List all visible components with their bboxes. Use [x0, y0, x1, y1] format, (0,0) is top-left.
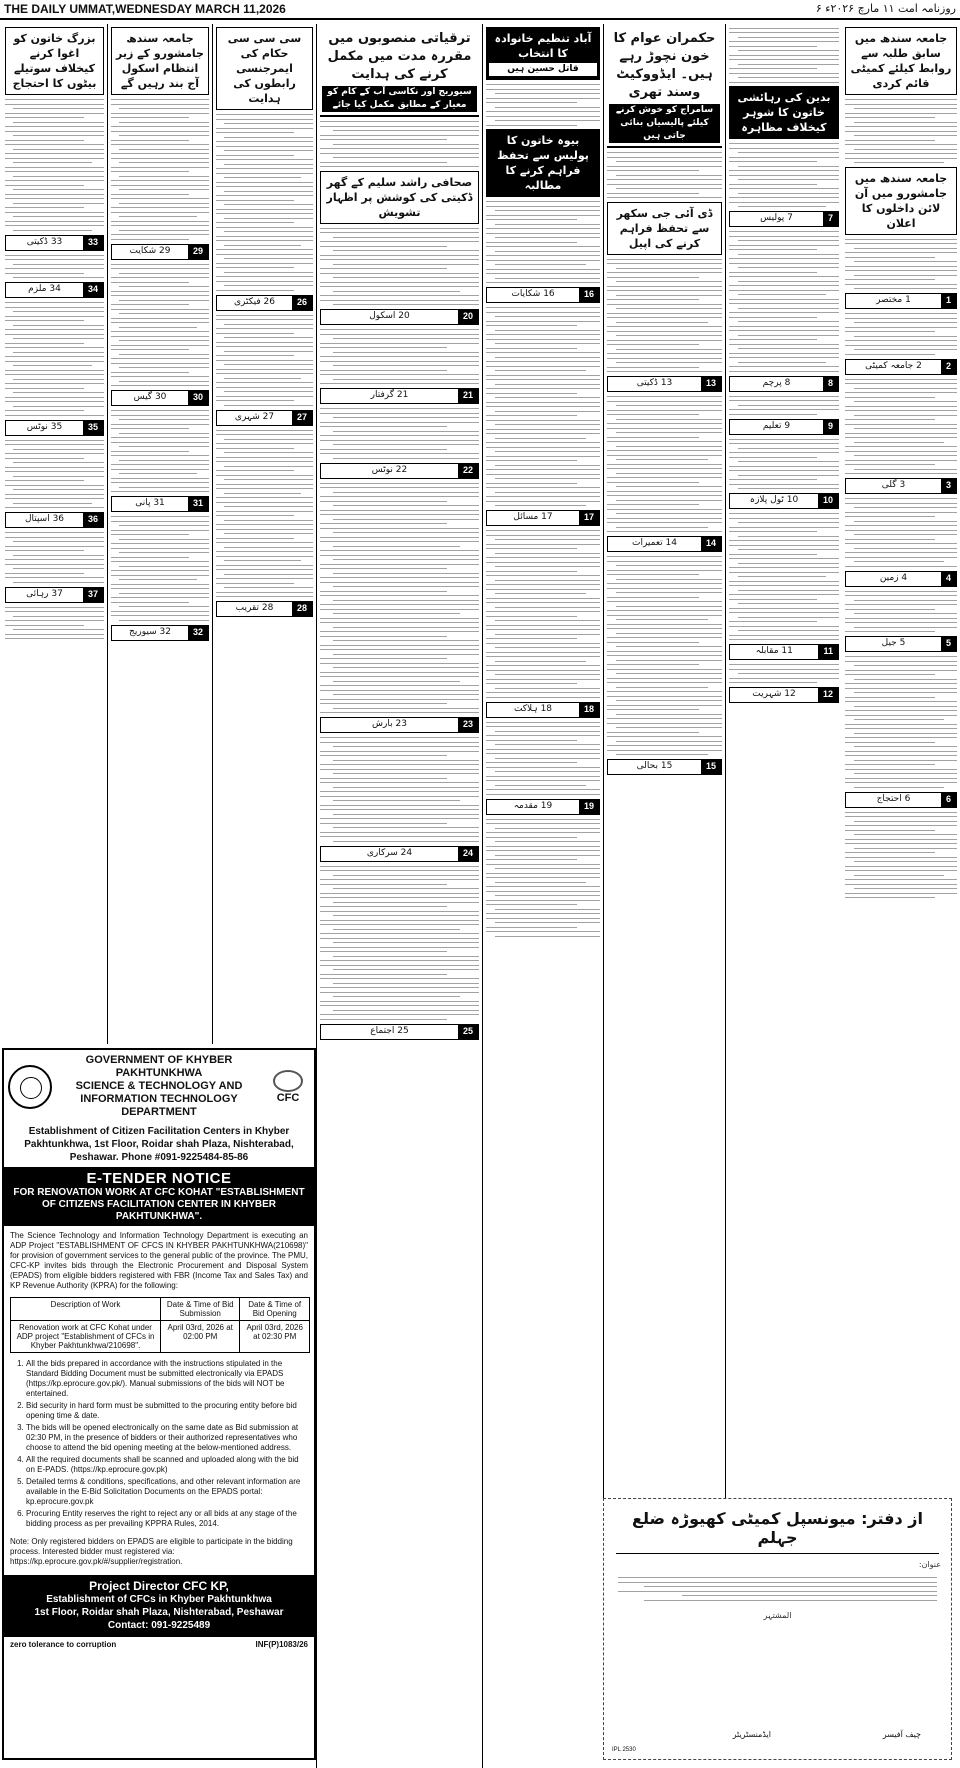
story-tag: 34 34 ملزم — [5, 282, 104, 298]
story-tag: 33 33 ڈکیتی — [5, 235, 104, 251]
masthead-urdu-date: روزنامہ امت ۱۱ مارچ ۲۰۲۶ء ۶ — [815, 2, 956, 15]
article-text — [729, 143, 839, 207]
news-column-1 — [842, 24, 960, 1498]
article-text — [729, 664, 839, 683]
article-text — [5, 532, 104, 583]
article-text — [216, 315, 313, 406]
signatory-right: ایڈمنسٹریٹر — [732, 1730, 771, 1739]
article-text — [729, 231, 839, 372]
article-text — [5, 99, 104, 231]
government-seal-icon — [8, 1065, 52, 1109]
article-text — [5, 255, 104, 279]
news-column-5 — [316, 24, 482, 1768]
tender-subtitle: FOR RENOVATION WORK AT CFC KOHAT "ESTABLISHMENT OF CITIZENS FACILITATION CENTER IN KHYBER PAKHTUNKHWA". — [13, 1187, 305, 1222]
ad-code: IPL 2530 — [612, 1747, 636, 1753]
story-tag: 30 30 گیس — [111, 390, 209, 406]
article-text — [729, 396, 839, 415]
article-text — [320, 866, 479, 1020]
table-header: Date & Time of Bid Opening — [240, 1298, 310, 1321]
article-text — [5, 607, 104, 640]
table-header: Description of Work — [11, 1298, 161, 1321]
article-text — [729, 28, 839, 83]
signatory-left: چیف آفیسر — [882, 1730, 921, 1739]
news-column-6 — [212, 24, 316, 1044]
news-column-8 — [2, 24, 107, 1044]
municipal-ad-title: از دفتر: میونسپل کمیٹی کھیوڑہ ضلع جہلم — [616, 1503, 939, 1554]
article-text — [216, 430, 313, 598]
headline: بزرگ خاتون کو اغوا کرنے کیخلاف سوتیلے بیٹوں کا احتجاج — [5, 27, 104, 95]
story-tag: 23 23 بارش — [320, 717, 479, 733]
story-tag: 15 15 بحالی — [607, 759, 722, 775]
article-text — [5, 302, 104, 416]
story-tag: 11 11 مقابلہ — [729, 644, 839, 660]
story-tag: 24 24 سرکاری — [320, 846, 479, 862]
cfc-logo-icon — [273, 1070, 303, 1092]
story-tag: 31 31 پانی — [111, 496, 209, 512]
article-text — [486, 530, 600, 698]
article-text — [845, 498, 957, 567]
article-text — [607, 556, 722, 755]
masthead-title: THE DAILY UMMAT,WEDNESDAY MARCH 11,2026 — [4, 2, 286, 16]
article-text — [607, 259, 722, 373]
story-tag: 25 25 اجتماع — [320, 1024, 479, 1040]
tender-conditions — [4, 1357, 314, 1533]
municipal-ad-text — [618, 1577, 937, 1601]
government-title: GOVERNMENT OF KHYBER PAKHTUNKHWA SCIENCE & TECHNOLOGY AND INFORMATION TECHNOLOGY DEPARTMENT — [75, 1054, 243, 1118]
article-text — [111, 516, 209, 621]
footer-slogan: zero tolerance to corruption — [10, 1640, 117, 1649]
story-tag: 4 4 زمین — [845, 571, 957, 587]
condition-item: 1. All the bids prepared in accordance with the instructions stipulated in the Standard Bidding Document must be submitted electronically via EPADS (https://kp.eprocure.gov.pk/). Manual submissions of the bids will NOT be entertained. — [26, 1359, 308, 1399]
condition-item: 4. All the required documents shall be scanned and uploaded along with the bid on E-PADS. (https://kp.eprocure.gov.pk) — [26, 1455, 308, 1475]
article-text — [320, 737, 479, 842]
news-column-2 — [725, 24, 842, 1498]
story-tag: 17 17 مسائل — [486, 510, 600, 526]
article-text — [845, 812, 957, 899]
cfc-logo: CFC — [266, 1070, 310, 1104]
headline: سی سی سی حکام کی ایمرجنسی رابطوں کی ہدایت — [216, 27, 313, 110]
article-text — [486, 201, 600, 283]
article-text — [845, 239, 957, 290]
article-text — [111, 410, 209, 492]
story-tag: 26 26 فیکٹری — [216, 295, 313, 311]
story-tag: 16 16 شکایات — [486, 287, 600, 303]
article-text — [320, 228, 479, 306]
article-text — [320, 121, 479, 167]
tender-banner — [4, 1167, 314, 1226]
article-text — [5, 440, 104, 509]
article-text — [845, 591, 957, 633]
article-text — [845, 379, 957, 475]
article-text — [320, 408, 479, 459]
story-tag: 5 5 جیل — [845, 636, 957, 652]
ad-footer — [4, 1636, 314, 1652]
story-tag: 3 3 گلی — [845, 478, 957, 494]
story-tag: 2 2 جامعہ کمیٹی — [845, 359, 957, 375]
story-tag: 27 27 شہری — [216, 410, 313, 426]
article-text — [845, 313, 957, 355]
table-cell: Renovation work at CFC Kohat under ADP project "Establishment of CFCs in Khyber Pakhtunkhwa/210698". — [11, 1321, 161, 1353]
article-text — [607, 396, 722, 532]
story-tag: 8 8 پرچم — [729, 376, 839, 392]
story-tag: 36 36 اسپتال — [5, 512, 104, 528]
municipal-advertisement — [603, 1498, 952, 1760]
news-column-4 — [482, 24, 603, 1768]
article-text — [607, 152, 722, 198]
story-tag: 29 29 شکایت — [111, 244, 209, 260]
story-tag: 13 13 ڈکیتی — [607, 376, 722, 392]
headline: صحافی راشد سلیم کے گھر ڈکیتی کی کوشش پر اظہار تشویش — [320, 171, 479, 224]
article-text — [845, 99, 957, 163]
story-tag: 37 37 رہائی — [5, 587, 104, 603]
tender-intro: The Science Technology and Information Technology Department is executing an ADP Project "ESTABLISHMENT OF CFCS IN KHYBER PAKHTUNKHWA(210698)" for provision of government services to the general public of the province. The PMU, CFC-KP invites bids through the Electronic Procurement and Disposal System (EPADS) from eligible bidders registered with FBR (Income Tax and Sales Tax) and KP Revenue Authority (KPRA) for the following: — [10, 1231, 308, 1290]
headline: آباد تنظیم خانوادہ کا انتخاب قاتل حسین ہیں — [486, 27, 600, 80]
article-text — [216, 114, 313, 291]
story-tag: 18 18 ہلاکت — [486, 702, 600, 718]
story-tag: 21 21 گرفتار — [320, 388, 479, 404]
condition-item: 3. The bids will be opened electronically on the same date as Bid submission at 02:30 PM, in the presence of bidders or their authorized representatives who choose to attend the bid opening meeting at the below-mentioned address. — [26, 1423, 308, 1453]
headline: ترقیاتی منصوبوں میں مقررہ مدت میں مکمل کرنے کی ہدایت سیوریج اور نکاسی آب کے کام کو معیار کے مطابق مکمل کیا جائے — [320, 27, 479, 117]
article-text — [320, 329, 479, 384]
news-column-3 — [603, 24, 725, 1498]
table-cell: April 03rd, 2026 at 02:00 PM — [161, 1321, 240, 1353]
story-tag: 32 32 سیوریج — [111, 625, 209, 641]
headline: جامعہ سندھ جامشورو کے زیر انتظام اسکول آج بند رہیں گے — [111, 27, 209, 95]
condition-item: 5. Detailed terms & conditions, specifications, and other relevant information are available in the E-Bid Solicitation Documents on the EPADS portal: kp.eprocure.gov.pk — [26, 1477, 308, 1507]
story-tag: 6 6 احتجاج — [845, 792, 957, 808]
story-tag: 14 14 تعمیرات — [607, 536, 722, 552]
article-text — [486, 307, 600, 506]
headline: بدین کی رہائشی خاتون کا شوہر کیخلاف مظاہرہ — [729, 86, 839, 139]
tender-advertisement — [2, 1048, 316, 1760]
article-text — [111, 264, 209, 387]
article-text — [320, 483, 479, 714]
story-tag: 10 10 ٹول پلازہ — [729, 493, 839, 509]
headline: جامعہ سندھ میں سابق طلبہ سے روابط کیلئے کمیٹی قائم کردی — [845, 27, 957, 95]
ad-header — [4, 1050, 314, 1123]
article-text — [729, 513, 839, 640]
article-text — [111, 99, 209, 150]
story-tag: 19 19 مقدمہ — [486, 799, 600, 815]
advertiser-label: المشتہر — [763, 1610, 792, 1620]
footer-code: INF(P)1083/26 — [255, 1640, 308, 1649]
story-tag: 12 12 شہریت — [729, 687, 839, 703]
municipal-ad-label: عنوان: — [918, 1560, 941, 1569]
story-tag: 1 1 مختصر — [845, 293, 957, 309]
story-tag: 22 22 نوٹس — [320, 463, 479, 479]
tender-title: E-TENDER NOTICE — [86, 1170, 232, 1187]
headline: جامعہ سندھ میں جامشورو میں آن لائن داخلوں کا اعلان — [845, 167, 957, 235]
article-text — [486, 819, 600, 937]
story-tag: 35 35 نوٹس — [5, 420, 104, 436]
article-text — [729, 439, 839, 490]
masthead — [0, 0, 960, 20]
article-text — [845, 656, 957, 788]
condition-item: 2. Bid security in hard form must be submitted to the procuring entity before bid opening time & date. — [26, 1401, 308, 1421]
article-text — [111, 153, 209, 240]
headline: ڈی آئی جی سکھر سے تحفظ فراہم کرنے کی اپیل — [607, 202, 722, 255]
condition-item: 6. Procuring Entity reserves the right to reject any or all bids at any stage of the bidding process as per prevailing KPPRA Rules, 2014. — [26, 1509, 308, 1529]
headline: بیوہ خاتون کا پولیس سے تحفظ فراہم کرنے کا مطالبہ — [486, 129, 600, 197]
tender-table — [10, 1297, 310, 1353]
article-text — [486, 722, 600, 795]
table-cell: April 03rd, 2026 at 02:30 PM — [240, 1321, 310, 1353]
story-tag: 20 20 اسکول — [320, 309, 479, 325]
tender-note: Note: Only registered bidders on EPADS are eligible to participate in the bidding process. Interested bidder must registered via: https://kp.eprocure.gov.pk/#/supplier/registration. — [10, 1537, 293, 1566]
table-header: Date & Time of Bid Submission — [161, 1298, 240, 1321]
story-tag: 7 7 پولیس — [729, 211, 839, 227]
news-column-7 — [107, 24, 212, 1044]
article-text — [486, 84, 600, 126]
headline: حکمران عوام کا خون نچوڑ رہے ہیں۔ ایڈووکیٹ وسند تھری سامراج کو خوش کرنے کیلئے پالیسیاں بنائی جاتی ہیں — [607, 27, 722, 148]
ad-address: Establishment of Citizen Facilitation Centers in Khyber Pakhtunkhwa, 1st Floor, Roidar shah Plaza, Nishterabad, Peshawar. Phone #091-9225484-85-86 — [24, 1126, 294, 1163]
story-tag: 9 9 تعلیم — [729, 419, 839, 435]
project-director-block: Project Director CFC KP, Establishment of CFCs in Khyber Pakhtunkhwa 1st Floor, Roidar shah Plaza, Nishterabad, Peshawar Contact: 091-9225489 — [4, 1575, 314, 1636]
story-tag: 28 28 تقریب — [216, 601, 313, 617]
